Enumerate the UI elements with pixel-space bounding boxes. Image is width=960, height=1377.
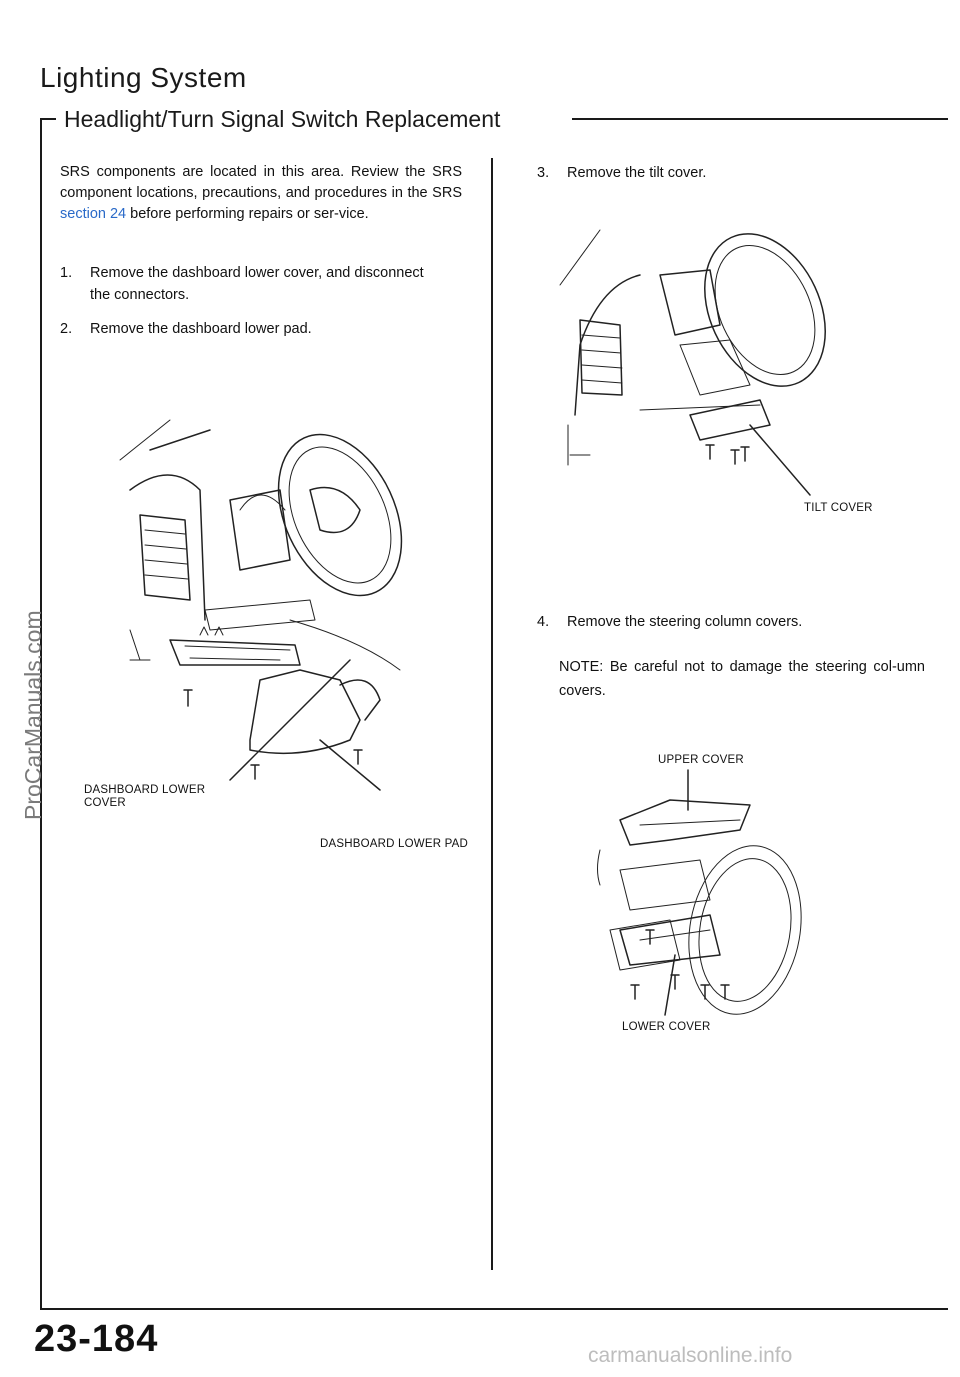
label-upper-cover: UPPER COVER <box>658 754 744 766</box>
dashboard-illustration <box>110 420 490 800</box>
step-3 <box>537 162 917 184</box>
watermark-vertical: ProCarManuals.com <box>20 610 46 820</box>
frame-rule-bottom <box>40 1308 948 1310</box>
step-1-text: Remove the dashboard lower cover, and disconnect <box>90 265 424 281</box>
frame-rule-top <box>572 118 948 120</box>
step-2-number: 2. <box>60 321 73 337</box>
step-2-text: Remove the dashboard lower pad. <box>90 321 312 337</box>
steering-column-covers-illustration <box>580 790 830 1020</box>
srs-warning-paragraph <box>60 162 462 225</box>
column-divider <box>491 158 493 1270</box>
srs-warning-text-2: before performing repairs or ser-vice. <box>126 206 369 222</box>
label-tilt-cover: TILT COVER <box>804 502 873 514</box>
label-dashboard-lower-pad: DASHBOARD LOWER PAD <box>320 838 468 850</box>
tilt-cover-illustration <box>560 225 880 495</box>
step-4 <box>537 611 917 633</box>
step-2 <box>60 318 464 340</box>
page-title: Lighting System <box>40 62 247 93</box>
srs-section-link[interactable]: section 24 <box>60 206 127 222</box>
srs-warning-text-1: SRS components are located in this area. Review the SRS component locations, precautions, and procedures in the SRS <box>60 164 462 201</box>
frame-rule-tick <box>40 118 56 120</box>
step-4-text: Remove the steering column covers. <box>567 614 803 630</box>
step-3-number: 3. <box>537 165 550 181</box>
footer-watermark: carmanualsonline.info <box>588 1344 793 1367</box>
step-1-text-cont: the connectors. <box>90 287 190 303</box>
page-number: 23-184 <box>34 1318 159 1360</box>
note-text: NOTE: Be careful not to damage the steering col-umn covers. <box>559 659 925 699</box>
section-title: Headlight/Turn Signal Switch Replacement <box>64 106 501 132</box>
step-4-number: 4. <box>537 614 550 630</box>
label-dashboard-lower-cover: DASHBOARD LOWER COVER <box>84 784 206 809</box>
label-lower-cover: LOWER COVER <box>622 1021 711 1033</box>
step-1-number: 1. <box>60 265 73 281</box>
step-3-text: Remove the tilt cover. <box>567 165 707 181</box>
step-1 <box>60 262 464 306</box>
